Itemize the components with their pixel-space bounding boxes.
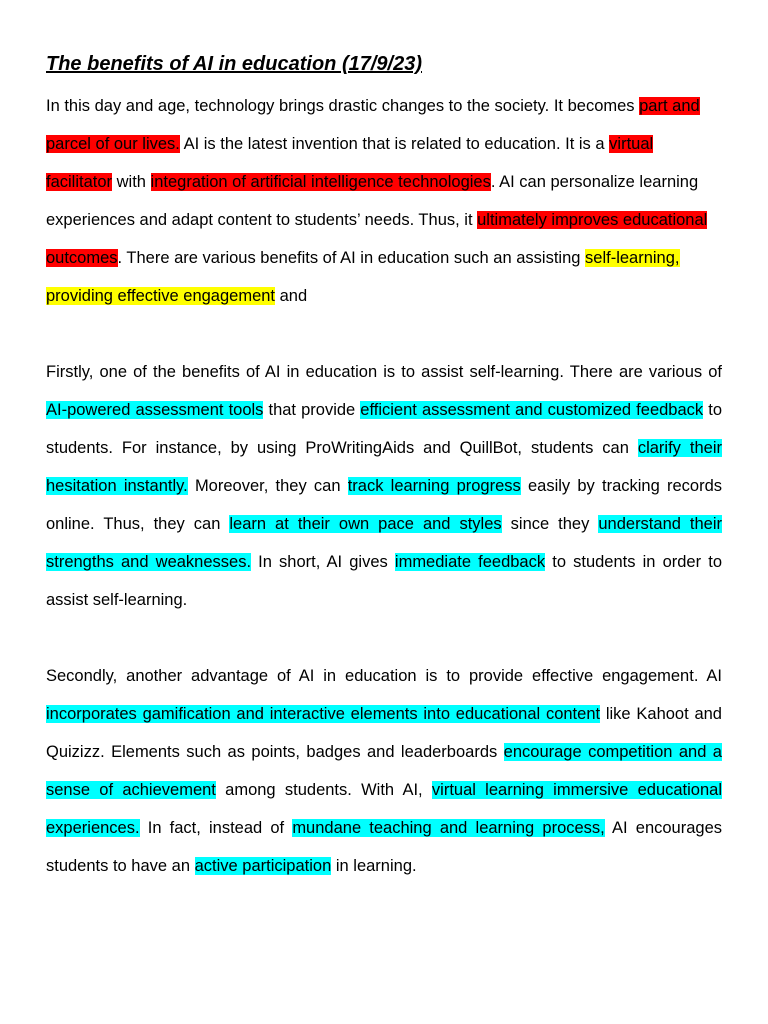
- text-segment: AI is the latest invention that is related to education. It is a: [179, 135, 610, 153]
- highlight-red: virtual facilitator: [46, 135, 654, 191]
- highlight-cyan: mundane teaching and learning process,: [292, 819, 605, 837]
- text-segment: Secondly, another advantage of AI in education is to provide effective engagement. AI: [46, 667, 722, 685]
- document-title: The benefits of AI in education (17/9/23): [46, 53, 422, 75]
- highlight-cyan: encourage competition and a sense of achievement: [46, 743, 722, 799]
- text-segment: among students. With AI,: [215, 781, 432, 799]
- text-segment: like Kahoot and Quizizz. Elements such as points, badges and leaderboards: [46, 705, 722, 761]
- highlight-cyan: AI-powered assessment tools: [46, 401, 264, 419]
- text-segment: in learning.: [331, 857, 417, 875]
- highlight-cyan: understand their strengths and weaknesses.: [46, 515, 723, 571]
- text-segment: that provide: [263, 401, 361, 419]
- text-segment: In short, AI gives: [251, 553, 395, 571]
- highlight-yellow: self-learning, providing effective engagement: [46, 249, 680, 305]
- text-segment: with: [112, 173, 151, 191]
- text-segment: since they: [501, 515, 599, 533]
- highlight-cyan: virtual learning immersive educational experiences.: [46, 781, 722, 837]
- highlight-red: integration of artificial intelligence technologies: [150, 173, 491, 191]
- highlight-cyan: clarify their hesitation instantly.: [46, 439, 722, 495]
- highlight-cyan: learn at their own pace and styles: [229, 515, 502, 533]
- highlight-cyan: track learning progress: [347, 477, 521, 495]
- paragraph-introduction: [46, 87, 722, 315]
- highlight-red: part and parcel of our lives.: [46, 97, 700, 153]
- text-segment: . AI can personalize learning experiences and adapt content to students’ needs. Thus, it: [46, 173, 699, 229]
- paragraph-engagement: [46, 657, 722, 885]
- text-segment: Firstly, one of the benefits of AI in education is to assist self-learning. There are various of: [46, 363, 722, 381]
- highlight-cyan: immediate feedback: [394, 553, 546, 571]
- paragraph-self-learning: [46, 353, 722, 619]
- text-segment: AI encourages students to have an: [46, 819, 723, 875]
- text-segment: . There are various benefits of AI in education such an assisting: [117, 249, 586, 267]
- highlight-cyan: incorporates gamification and interactive elements into educational content: [46, 705, 601, 723]
- text-segment: and: [275, 287, 308, 305]
- document-page: [46, 50, 722, 885]
- text-segment: Moreover, they can: [187, 477, 348, 495]
- text-segment: to students. For instance, by using ProWritingAids and QuillBot, students can: [46, 401, 722, 457]
- highlight-cyan: efficient assessment and customized feedback: [360, 401, 704, 419]
- highlight-red: ultimately improves educational outcomes: [46, 211, 708, 267]
- text-segment: In this day and age, technology brings drastic changes to the society. It becomes: [46, 97, 640, 115]
- highlight-cyan: active participation: [194, 857, 332, 875]
- text-segment: easily by tracking records online. Thus, they can: [46, 477, 722, 533]
- text-segment: to students in order to assist self-learning.: [46, 553, 722, 609]
- text-segment: In fact, instead of: [139, 819, 293, 837]
